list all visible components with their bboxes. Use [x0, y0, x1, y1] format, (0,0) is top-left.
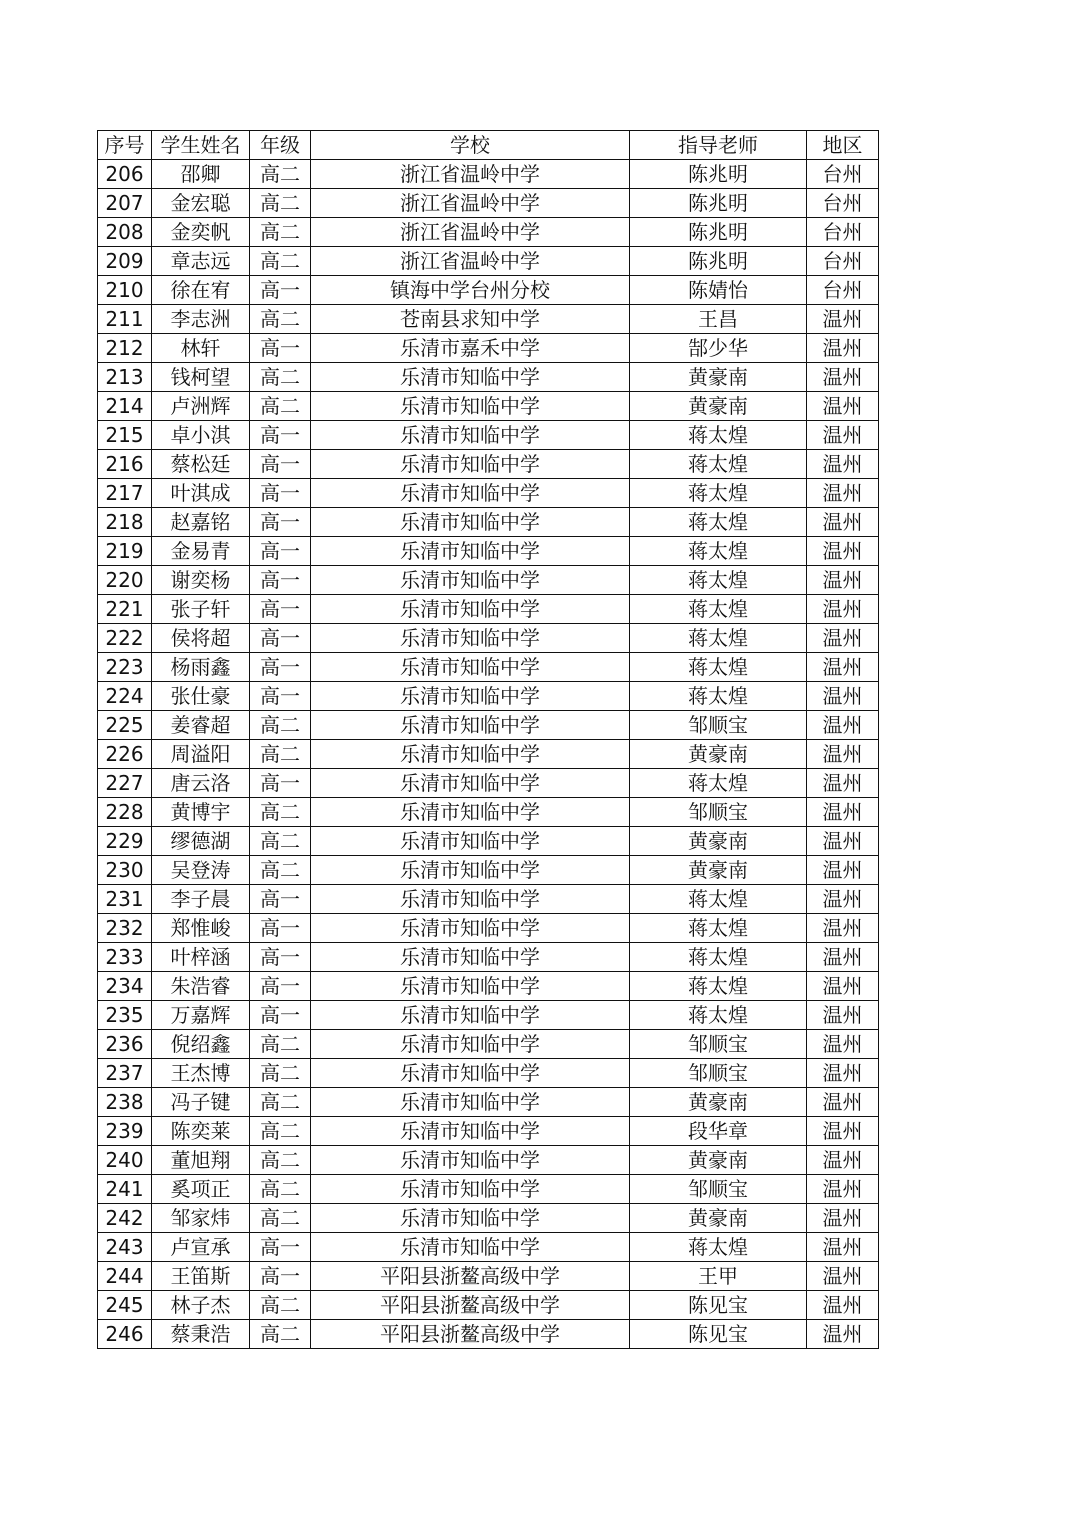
cell-region: 温州: [807, 537, 879, 566]
cell-school: 乐清市知临中学: [311, 711, 630, 740]
cell-grade: 高二: [250, 1320, 311, 1349]
table-row: [98, 943, 879, 972]
cell-grade: 高一: [250, 479, 311, 508]
cell-teacher: 黄豪南: [630, 740, 807, 769]
cell-school: 乐清市知临中学: [311, 1088, 630, 1117]
table-row: [98, 798, 879, 827]
table-row: [98, 914, 879, 943]
cell-region: 温州: [807, 827, 879, 856]
cell-region: 温州: [807, 740, 879, 769]
cell-teacher: 陈婧怡: [630, 276, 807, 305]
cell-number: 236: [98, 1030, 152, 1059]
cell-number: 220: [98, 566, 152, 595]
table-row: [98, 189, 879, 218]
cell-region: 温州: [807, 1233, 879, 1262]
cell-number: 227: [98, 769, 152, 798]
cell-teacher: 蒋太煌: [630, 508, 807, 537]
cell-number: 235: [98, 1001, 152, 1030]
cell-number: 238: [98, 1088, 152, 1117]
cell-number: 210: [98, 276, 152, 305]
cell-school: 乐清市知临中学: [311, 624, 630, 653]
cell-grade: 高一: [250, 943, 311, 972]
cell-teacher: 郜少华: [630, 334, 807, 363]
cell-grade: 高一: [250, 595, 311, 624]
cell-grade: 高二: [250, 711, 311, 740]
cell-number: 219: [98, 537, 152, 566]
cell-teacher: 蒋太煌: [630, 1001, 807, 1030]
cell-school: 乐清市知临中学: [311, 914, 630, 943]
cell-student-name: 金宏聪: [152, 189, 250, 218]
cell-student-name: 钱柯望: [152, 363, 250, 392]
cell-school: 乐清市知临中学: [311, 1117, 630, 1146]
cell-region: 温州: [807, 392, 879, 421]
cell-school: 乐清市知临中学: [311, 421, 630, 450]
cell-teacher: 段华章: [630, 1117, 807, 1146]
cell-school: 乐清市知临中学: [311, 1146, 630, 1175]
cell-school: 乐清市知临中学: [311, 1175, 630, 1204]
cell-region: 温州: [807, 1175, 879, 1204]
cell-student-name: 叶淇成: [152, 479, 250, 508]
cell-school: 乐清市知临中学: [311, 479, 630, 508]
cell-student-name: 郑惟峻: [152, 914, 250, 943]
cell-grade: 高二: [250, 160, 311, 189]
cell-region: 温州: [807, 769, 879, 798]
header-student-name: 学生姓名: [152, 131, 250, 160]
cell-school: 乐清市知临中学: [311, 1030, 630, 1059]
cell-grade: 高一: [250, 1262, 311, 1291]
cell-teacher: 王昌: [630, 305, 807, 334]
cell-grade: 高一: [250, 682, 311, 711]
cell-number: 207: [98, 189, 152, 218]
cell-student-name: 唐云洛: [152, 769, 250, 798]
cell-grade: 高二: [250, 798, 311, 827]
header-teacher: 指导老师: [630, 131, 807, 160]
cell-school: 乐清市知临中学: [311, 595, 630, 624]
cell-teacher: 陈兆明: [630, 218, 807, 247]
cell-number: 206: [98, 160, 152, 189]
cell-grade: 高一: [250, 276, 311, 305]
header-region: 地区: [807, 131, 879, 160]
table-row: [98, 1088, 879, 1117]
cell-teacher: 黄豪南: [630, 363, 807, 392]
cell-region: 温州: [807, 1088, 879, 1117]
cell-teacher: 黄豪南: [630, 856, 807, 885]
cell-student-name: 林子杰: [152, 1291, 250, 1320]
cell-region: 温州: [807, 972, 879, 1001]
cell-number: 216: [98, 450, 152, 479]
cell-school: 乐清市知临中学: [311, 827, 630, 856]
cell-number: 208: [98, 218, 152, 247]
cell-teacher: 蒋太煌: [630, 624, 807, 653]
cell-region: 温州: [807, 508, 879, 537]
cell-school: 乐清市知临中学: [311, 885, 630, 914]
table-row: [98, 769, 879, 798]
cell-region: 温州: [807, 421, 879, 450]
cell-grade: 高一: [250, 624, 311, 653]
cell-grade: 高一: [250, 1233, 311, 1262]
cell-region: 温州: [807, 914, 879, 943]
cell-teacher: 王甲: [630, 1262, 807, 1291]
cell-grade: 高二: [250, 218, 311, 247]
cell-region: 台州: [807, 218, 879, 247]
cell-grade: 高二: [250, 1117, 311, 1146]
cell-teacher: 蒋太煌: [630, 653, 807, 682]
cell-grade: 高一: [250, 972, 311, 1001]
cell-student-name: 侯将超: [152, 624, 250, 653]
cell-student-name: 章志远: [152, 247, 250, 276]
cell-number: 244: [98, 1262, 152, 1291]
student-roster-table: [97, 130, 879, 1349]
cell-region: 温州: [807, 798, 879, 827]
table-row: [98, 624, 879, 653]
cell-number: 221: [98, 595, 152, 624]
cell-teacher: 蒋太煌: [630, 595, 807, 624]
cell-student-name: 倪绍鑫: [152, 1030, 250, 1059]
table-row: [98, 334, 879, 363]
cell-region: 温州: [807, 1320, 879, 1349]
cell-teacher: 邹顺宝: [630, 1175, 807, 1204]
cell-number: 215: [98, 421, 152, 450]
cell-student-name: 董旭翔: [152, 1146, 250, 1175]
header-school: 学校: [311, 131, 630, 160]
cell-number: 218: [98, 508, 152, 537]
cell-region: 温州: [807, 305, 879, 334]
cell-grade: 高一: [250, 653, 311, 682]
cell-student-name: 冯子键: [152, 1088, 250, 1117]
cell-region: 温州: [807, 653, 879, 682]
cell-student-name: 金奕帆: [152, 218, 250, 247]
cell-number: 228: [98, 798, 152, 827]
cell-grade: 高二: [250, 827, 311, 856]
cell-teacher: 蒋太煌: [630, 682, 807, 711]
cell-region: 温州: [807, 566, 879, 595]
cell-number: 230: [98, 856, 152, 885]
cell-grade: 高一: [250, 508, 311, 537]
cell-teacher: 陈兆明: [630, 189, 807, 218]
cell-school: 浙江省温岭中学: [311, 247, 630, 276]
cell-school: 平阳县浙鳌高级中学: [311, 1262, 630, 1291]
cell-teacher: 蒋太煌: [630, 769, 807, 798]
cell-grade: 高一: [250, 1001, 311, 1030]
cell-number: 226: [98, 740, 152, 769]
cell-student-name: 赵嘉铭: [152, 508, 250, 537]
table-row: [98, 827, 879, 856]
cell-teacher: 蒋太煌: [630, 885, 807, 914]
cell-student-name: 林轩: [152, 334, 250, 363]
table-row: [98, 1146, 879, 1175]
header-grade: 年级: [250, 131, 311, 160]
table-row: [98, 305, 879, 334]
cell-school: 乐清市知临中学: [311, 508, 630, 537]
cell-school: 乐清市知临中学: [311, 856, 630, 885]
cell-region: 温州: [807, 885, 879, 914]
cell-region: 温州: [807, 943, 879, 972]
cell-number: 239: [98, 1117, 152, 1146]
cell-number: 222: [98, 624, 152, 653]
cell-region: 温州: [807, 711, 879, 740]
cell-region: 温州: [807, 1291, 879, 1320]
cell-teacher: 蒋太煌: [630, 479, 807, 508]
table-row: [98, 508, 879, 537]
table-row: [98, 479, 879, 508]
cell-region: 温州: [807, 479, 879, 508]
cell-number: 224: [98, 682, 152, 711]
table-row: [98, 566, 879, 595]
cell-region: 温州: [807, 1204, 879, 1233]
table-row: [98, 972, 879, 1001]
table-row: [98, 856, 879, 885]
cell-school: 乐清市知临中学: [311, 740, 630, 769]
cell-school: 乐清市知临中学: [311, 1059, 630, 1088]
cell-grade: 高一: [250, 450, 311, 479]
cell-region: 温州: [807, 1059, 879, 1088]
cell-student-name: 缪德湖: [152, 827, 250, 856]
table-row: [98, 682, 879, 711]
cell-grade: 高二: [250, 363, 311, 392]
cell-number: 232: [98, 914, 152, 943]
cell-grade: 高二: [250, 305, 311, 334]
table-row: [98, 160, 879, 189]
cell-number: 225: [98, 711, 152, 740]
table-row: [98, 653, 879, 682]
cell-region: 温州: [807, 363, 879, 392]
cell-teacher: 黄豪南: [630, 392, 807, 421]
cell-school: 乐清市知临中学: [311, 943, 630, 972]
cell-student-name: 奚项正: [152, 1175, 250, 1204]
table-row: [98, 537, 879, 566]
cell-grade: 高二: [250, 1088, 311, 1117]
cell-student-name: 谢奕杨: [152, 566, 250, 595]
cell-teacher: 邹顺宝: [630, 798, 807, 827]
table-row: [98, 1291, 879, 1320]
cell-number: 223: [98, 653, 152, 682]
table-row: [98, 1262, 879, 1291]
cell-region: 台州: [807, 276, 879, 305]
cell-grade: 高二: [250, 1146, 311, 1175]
cell-number: 233: [98, 943, 152, 972]
cell-grade: 高二: [250, 740, 311, 769]
table-row: [98, 1175, 879, 1204]
cell-school: 平阳县浙鳌高级中学: [311, 1320, 630, 1349]
cell-region: 温州: [807, 682, 879, 711]
cell-number: 243: [98, 1233, 152, 1262]
cell-number: 229: [98, 827, 152, 856]
cell-school: 乐清市知临中学: [311, 537, 630, 566]
cell-grade: 高二: [250, 189, 311, 218]
cell-student-name: 张子轩: [152, 595, 250, 624]
cell-student-name: 王笛斯: [152, 1262, 250, 1291]
cell-teacher: 蒋太煌: [630, 566, 807, 595]
table-row: [98, 276, 879, 305]
cell-grade: 高一: [250, 914, 311, 943]
cell-student-name: 卢洲辉: [152, 392, 250, 421]
table-row: [98, 247, 879, 276]
table-row: [98, 885, 879, 914]
table-row: [98, 1030, 879, 1059]
cell-teacher: 陈兆明: [630, 247, 807, 276]
cell-teacher: 邹顺宝: [630, 1059, 807, 1088]
cell-student-name: 徐在宥: [152, 276, 250, 305]
cell-teacher: 蒋太煌: [630, 972, 807, 1001]
cell-region: 台州: [807, 247, 879, 276]
cell-region: 温州: [807, 450, 879, 479]
cell-number: 213: [98, 363, 152, 392]
cell-student-name: 张仕豪: [152, 682, 250, 711]
cell-student-name: 万嘉辉: [152, 1001, 250, 1030]
cell-teacher: 蒋太煌: [630, 1233, 807, 1262]
cell-student-name: 姜睿超: [152, 711, 250, 740]
cell-grade: 高一: [250, 537, 311, 566]
cell-number: 217: [98, 479, 152, 508]
cell-school: 乐清市知临中学: [311, 450, 630, 479]
cell-teacher: 陈见宝: [630, 1320, 807, 1349]
cell-number: 214: [98, 392, 152, 421]
cell-school: 平阳县浙鳌高级中学: [311, 1291, 630, 1320]
cell-region: 温州: [807, 334, 879, 363]
cell-teacher: 蒋太煌: [630, 914, 807, 943]
table-row: [98, 595, 879, 624]
cell-school: 苍南县求知中学: [311, 305, 630, 334]
cell-grade: 高一: [250, 885, 311, 914]
cell-number: 237: [98, 1059, 152, 1088]
cell-school: 乐清市知临中学: [311, 392, 630, 421]
cell-school: 浙江省温岭中学: [311, 218, 630, 247]
cell-school: 乐清市知临中学: [311, 769, 630, 798]
cell-student-name: 叶梓涵: [152, 943, 250, 972]
cell-teacher: 蒋太煌: [630, 943, 807, 972]
cell-number: 231: [98, 885, 152, 914]
cell-grade: 高二: [250, 1204, 311, 1233]
cell-school: 乐清市嘉禾中学: [311, 334, 630, 363]
cell-student-name: 陈奕莱: [152, 1117, 250, 1146]
table-row: [98, 392, 879, 421]
cell-region: 温州: [807, 595, 879, 624]
table-row: [98, 1059, 879, 1088]
cell-student-name: 李子晨: [152, 885, 250, 914]
cell-student-name: 蔡松廷: [152, 450, 250, 479]
cell-school: 乐清市知临中学: [311, 798, 630, 827]
cell-region: 温州: [807, 1030, 879, 1059]
cell-grade: 高一: [250, 334, 311, 363]
cell-grade: 高一: [250, 421, 311, 450]
cell-student-name: 王杰博: [152, 1059, 250, 1088]
cell-region: 温州: [807, 624, 879, 653]
cell-region: 温州: [807, 1001, 879, 1030]
cell-student-name: 吴登涛: [152, 856, 250, 885]
cell-number: 241: [98, 1175, 152, 1204]
cell-teacher: 黄豪南: [630, 827, 807, 856]
cell-grade: 高二: [250, 1059, 311, 1088]
cell-student-name: 蔡秉浩: [152, 1320, 250, 1349]
cell-grade: 高二: [250, 856, 311, 885]
cell-student-name: 杨雨鑫: [152, 653, 250, 682]
cell-school: 乐清市知临中学: [311, 566, 630, 595]
cell-school: 浙江省温岭中学: [311, 160, 630, 189]
cell-grade: 高一: [250, 769, 311, 798]
cell-school: 乐清市知临中学: [311, 653, 630, 682]
table-row: [98, 711, 879, 740]
cell-teacher: 蒋太煌: [630, 450, 807, 479]
cell-student-name: 朱浩睿: [152, 972, 250, 1001]
cell-grade: 高二: [250, 392, 311, 421]
cell-teacher: 陈见宝: [630, 1291, 807, 1320]
table-row: [98, 1001, 879, 1030]
cell-teacher: 邹顺宝: [630, 1030, 807, 1059]
cell-school: 乐清市知临中学: [311, 1233, 630, 1262]
table-row: [98, 218, 879, 247]
table-row: [98, 1117, 879, 1146]
cell-region: 温州: [807, 1146, 879, 1175]
cell-region: 台州: [807, 189, 879, 218]
cell-student-name: 李志洲: [152, 305, 250, 334]
cell-region: 台州: [807, 160, 879, 189]
cell-school: 乐清市知临中学: [311, 682, 630, 711]
cell-school: 乐清市知临中学: [311, 363, 630, 392]
cell-number: 240: [98, 1146, 152, 1175]
cell-number: 234: [98, 972, 152, 1001]
cell-teacher: 黄豪南: [630, 1146, 807, 1175]
cell-grade: 高二: [250, 1175, 311, 1204]
cell-grade: 高二: [250, 1291, 311, 1320]
table-row: [98, 363, 879, 392]
cell-teacher: 蒋太煌: [630, 537, 807, 566]
cell-number: 245: [98, 1291, 152, 1320]
cell-number: 242: [98, 1204, 152, 1233]
cell-teacher: 黄豪南: [630, 1088, 807, 1117]
table-row: [98, 1320, 879, 1349]
cell-grade: 高二: [250, 1030, 311, 1059]
cell-number: 211: [98, 305, 152, 334]
cell-region: 温州: [807, 1117, 879, 1146]
cell-student-name: 邵卿: [152, 160, 250, 189]
table-row: [98, 1204, 879, 1233]
cell-school: 乐清市知临中学: [311, 1001, 630, 1030]
cell-number: 212: [98, 334, 152, 363]
cell-school: 乐清市知临中学: [311, 1204, 630, 1233]
cell-school: 乐清市知临中学: [311, 972, 630, 1001]
cell-student-name: 卢宣承: [152, 1233, 250, 1262]
cell-school: 浙江省温岭中学: [311, 189, 630, 218]
table-row: [98, 450, 879, 479]
header-number: 序号: [98, 131, 152, 160]
cell-teacher: 黄豪南: [630, 1204, 807, 1233]
cell-teacher: 蒋太煌: [630, 421, 807, 450]
header-row: [98, 131, 879, 160]
cell-number: 209: [98, 247, 152, 276]
cell-student-name: 邹家炜: [152, 1204, 250, 1233]
cell-school: 镇海中学台州分校: [311, 276, 630, 305]
cell-teacher: 邹顺宝: [630, 711, 807, 740]
cell-grade: 高二: [250, 247, 311, 276]
cell-student-name: 卓小淇: [152, 421, 250, 450]
table-row: [98, 421, 879, 450]
table-row: [98, 1233, 879, 1262]
table-row: [98, 740, 879, 769]
cell-teacher: 陈兆明: [630, 160, 807, 189]
cell-region: 温州: [807, 1262, 879, 1291]
cell-student-name: 黄博宇: [152, 798, 250, 827]
cell-grade: 高一: [250, 566, 311, 595]
cell-region: 温州: [807, 856, 879, 885]
cell-student-name: 金易青: [152, 537, 250, 566]
cell-student-name: 周溢阳: [152, 740, 250, 769]
cell-number: 246: [98, 1320, 152, 1349]
